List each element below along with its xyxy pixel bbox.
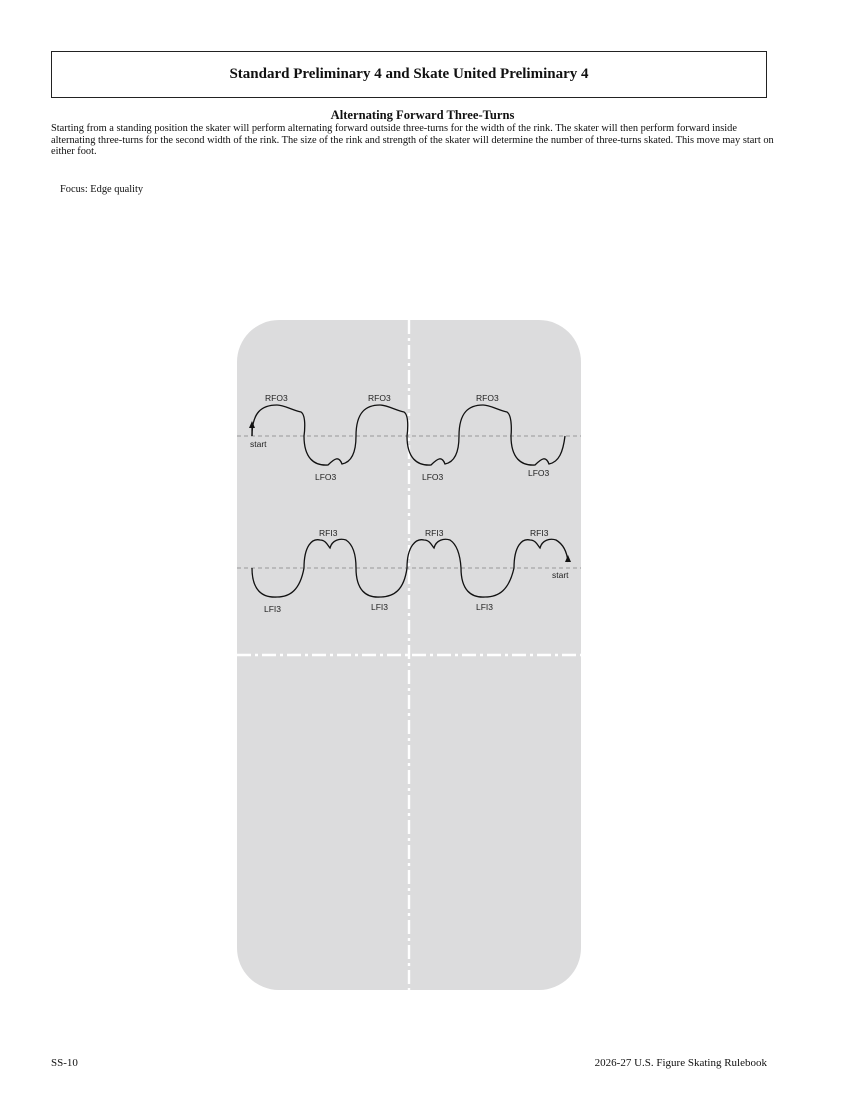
label-lfi3-3: LFI3 bbox=[476, 602, 494, 612]
label-lfi3-2: LFI3 bbox=[371, 602, 389, 612]
page-title: Standard Preliminary 4 and Skate United Preliminary 4 bbox=[229, 66, 589, 82]
label-rfi3-1: RFI3 bbox=[319, 528, 338, 538]
footer-page-id: SS-10 bbox=[51, 1057, 78, 1069]
label-rfi3-3: RFI3 bbox=[530, 528, 549, 538]
label-lfi3-1: LFI3 bbox=[264, 604, 282, 614]
label-start-outside: start bbox=[250, 439, 267, 449]
label-lfo3-3: LFO3 bbox=[528, 468, 550, 478]
label-lfo3-1: LFO3 bbox=[315, 472, 337, 482]
footer-book-title: 2026-27 U.S. Figure Skating Rulebook bbox=[594, 1057, 767, 1069]
label-rfo3-1: RFO3 bbox=[265, 393, 288, 403]
label-rfi3-2: RFI3 bbox=[425, 528, 444, 538]
label-start-inside: start bbox=[552, 570, 569, 580]
focus-note: Focus: Edge quality bbox=[60, 184, 144, 195]
label-lfo3-2: LFO3 bbox=[422, 472, 444, 482]
section-heading: Alternating Forward Three-Turns bbox=[330, 108, 515, 122]
description-paragraph: Starting from a standing position the skater will perform alternating forward outside three-turns for the width of the rink. The skater will then perform forward inside alternating three-turns for the second width of the rink. The size of the rink and strength of the skater will determine the number of three-turns skated. This move may start on either foot. bbox=[51, 123, 774, 158]
label-rfo3-2: RFO3 bbox=[368, 393, 391, 403]
label-rfo3-3: RFO3 bbox=[476, 393, 499, 403]
